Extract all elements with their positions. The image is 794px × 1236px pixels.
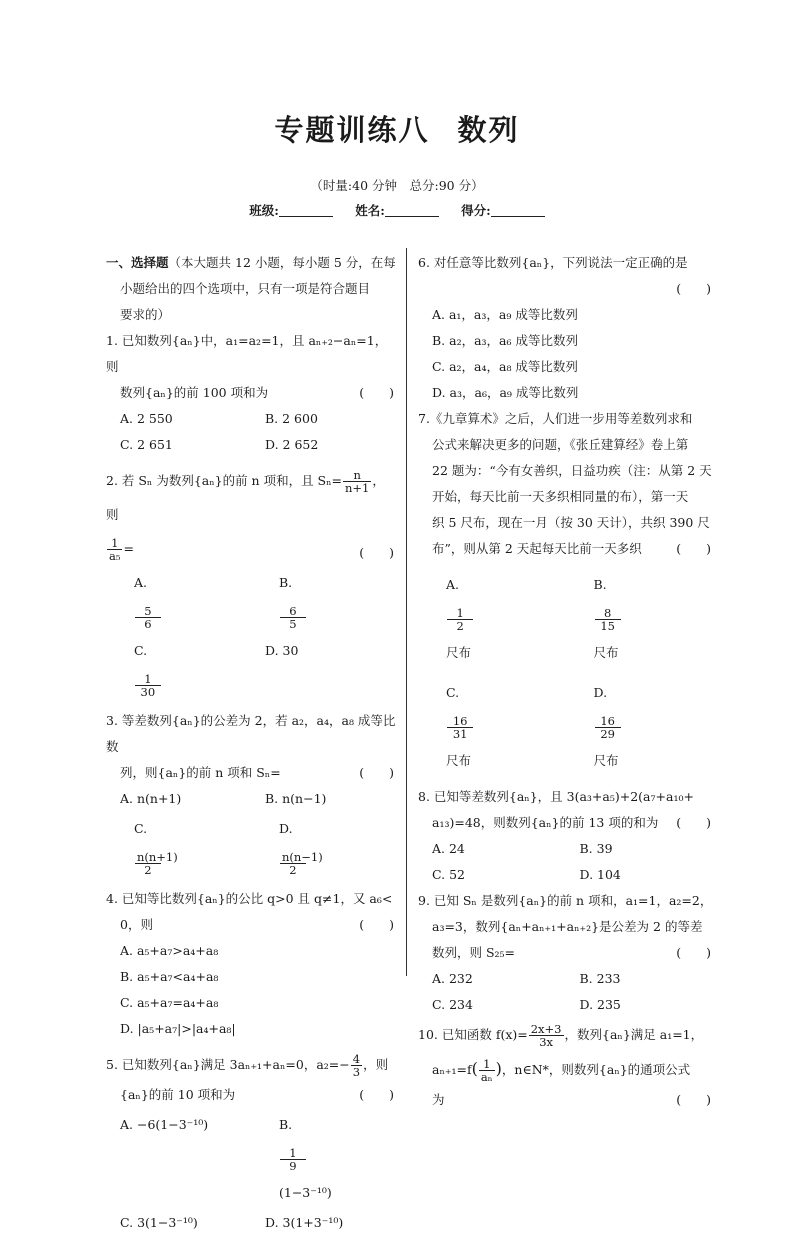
q8-stem-1: 8. 已知等差数列{aₙ}，且 3(a₃+a₅)+2(a₇+a₁₀+: [418, 789, 694, 804]
q7-stem-6: 布”，则从第 2 天起每天比前一天多织: [432, 541, 642, 556]
q3-stem-1: 3. 等差数列{aₙ}的公差为 2，若 a₂，a₄，a₈ 成等比数: [106, 713, 396, 754]
q1-option-b[interactable]: B. 2 600: [265, 411, 318, 426]
q2-fraction: [343, 469, 371, 494]
q7-answer-blank[interactable]: ( ): [676, 541, 711, 556]
q3-c-num: n(n+1): [137, 850, 178, 864]
question-3: [106, 708, 396, 786]
q6-option-b[interactable]: B. a₂，a₃，a₆ 成等比数列: [432, 333, 578, 348]
q2-a-den: 6: [144, 617, 152, 631]
q10-arg-den: aₙ: [480, 1070, 493, 1084]
q10-stem-1b: ，数列{aₙ}满足 a₁=1，: [564, 1027, 704, 1042]
q7-option-b[interactable]: [566, 568, 714, 670]
question-1: [106, 328, 396, 406]
q5-frac-num: 4: [352, 1052, 361, 1066]
q7-option-a[interactable]: [418, 568, 566, 670]
q3-answer-blank[interactable]: ( ): [359, 765, 394, 780]
q10-stem-1: 10. 已知函数 f(x)=: [418, 1027, 528, 1042]
q2-answer-blank[interactable]: ( ): [359, 545, 394, 560]
q7-a-den: 2: [456, 619, 464, 633]
q4-answer-blank[interactable]: ( ): [359, 917, 394, 932]
q7-stem-2: 公式来解决更多的问题，《张丘建算经》卷上第: [432, 437, 689, 452]
q2-option-a[interactable]: [106, 566, 251, 634]
q2-recip: [107, 537, 122, 562]
q7-option-d[interactable]: [566, 676, 714, 778]
q10-stem-3: 为: [432, 1092, 445, 1107]
q5-option-b[interactable]: [251, 1108, 396, 1210]
score-label: 得分:: [461, 203, 491, 218]
q1-answer-blank[interactable]: ( ): [359, 385, 394, 400]
q2-recip-den: a₅: [109, 549, 121, 563]
name-label: 姓名:: [355, 203, 385, 218]
q3-stem-2: 列，则{aₙ}的前 n 项和 Sₙ=: [120, 765, 281, 780]
q3-option-a[interactable]: A. n(n+1): [120, 791, 182, 806]
page-title: [0, 108, 794, 149]
q9-option-b[interactable]: B. 233: [579, 971, 621, 986]
q5-answer-blank[interactable]: ( ): [359, 1087, 394, 1102]
time-score-info: （时量:40 分钟 总分:90 分）: [310, 178, 484, 193]
q2-b-label: B.: [279, 575, 293, 590]
q5-b-den: 9: [289, 1159, 297, 1173]
q7-c-den: 31: [452, 727, 468, 741]
q4-option-b[interactable]: B. a₅+a₇<a₄+a₈: [120, 969, 219, 984]
q5-stem-1b: ，则: [363, 1057, 389, 1072]
left-column: [106, 250, 396, 1236]
q9-stem-3: 数列，则 S₂₅=: [432, 945, 516, 960]
class-label: 班级:: [249, 203, 279, 218]
q9-stem-1: 9. 已知 Sₙ 是数列{aₙ}的前 n 项和，a₁=1，a₂=2，: [418, 893, 713, 908]
q7-d-label: D.: [593, 685, 608, 700]
q7-d-unit: 尺布: [593, 753, 619, 768]
q7-c-num: 16: [447, 715, 473, 728]
score-blank[interactable]: [491, 204, 545, 217]
q4-option-a[interactable]: A. a₅+a₇>a₄+a₈: [120, 943, 219, 958]
q3-d-label: D.: [279, 821, 293, 836]
question-6: [418, 250, 713, 302]
q7-d-num: 16: [595, 715, 621, 728]
q1-option-c[interactable]: C. 2 651: [120, 437, 173, 452]
q7-b-unit: 尺布: [593, 645, 619, 660]
q9-option-d[interactable]: D. 235: [579, 997, 621, 1012]
q7-b-den: 15: [600, 619, 615, 633]
q2-option-c[interactable]: [106, 634, 251, 702]
q2-stem-1b: ，则: [106, 473, 385, 522]
q5-b-tail: (1−3⁻¹⁰): [279, 1185, 332, 1200]
student-fields: [0, 201, 794, 219]
q2-frac-num: n: [343, 469, 371, 482]
q5-stem-1: 5. 已知数列{aₙ}满足 3aₙ₊₁+aₙ=0，a₂=−: [106, 1057, 350, 1072]
q6-stem-1: 6. 对任意等比数列{aₙ}，下列说法一定正确的是: [418, 255, 688, 270]
q7-stem-4: 开始，每天比前一天多织相同量的布），第一天: [432, 489, 689, 504]
q6-option-d[interactable]: D. a₃，a₆，a₉ 成等比数列: [432, 385, 579, 400]
q8-stem-2: a₁₃)=48，则数列{aₙ}的前 13 项的和为: [432, 815, 659, 830]
q5-frac-den: 3: [352, 1065, 361, 1079]
q2-stem-1: 2. 若 Sₙ 为数列{aₙ}的前 n 项和，且 Sₙ=: [106, 473, 342, 488]
section-desc-2: 小题给出的四个选项中，只有一项是符合题目: [120, 281, 371, 296]
q6-answer-blank[interactable]: ( ): [676, 281, 711, 296]
q7-stem-1: 7.《九章算术》之后，人们进一步用等差数列求和: [418, 411, 693, 426]
q7-b-num: 8: [595, 607, 621, 620]
question-4: [106, 886, 396, 938]
q7-a-unit: 尺布: [446, 645, 472, 660]
q2-recip-num: 1: [107, 537, 122, 550]
question-9: [418, 888, 713, 966]
q3-d-num: n(n−1): [282, 850, 323, 864]
section-header: [106, 250, 396, 328]
q2-c-num: 1: [135, 673, 161, 686]
q5-b-num: 1: [280, 1147, 306, 1160]
q9-answer-blank[interactable]: ( ): [676, 945, 711, 960]
q8-option-c[interactable]: C. 52: [432, 867, 465, 882]
q10-frac-num: 2x+3: [530, 1022, 562, 1036]
q1-stem-1: 1. 已知数列{aₙ}中，a₁=a₂=1，且 aₙ₊₂−aₙ=1，则: [106, 333, 388, 374]
q2-frac-den: n+1: [345, 481, 370, 495]
q7-b-label: B.: [593, 577, 607, 592]
q3-d-den: 2: [289, 863, 297, 877]
q2-b-den: 5: [289, 617, 297, 631]
q1-stem-2: 数列{aₙ}的前 100 项和为: [120, 385, 269, 400]
q5-b-label: B.: [279, 1117, 293, 1132]
q7-stem-5: 织 5 尺布，现在一月（按 30 天计），共织 390 尺: [432, 515, 710, 530]
section-title: 一、选择题: [106, 255, 169, 270]
q2-stem-2: =: [123, 541, 134, 556]
q7-a-num: 1: [447, 607, 473, 620]
q6-option-c[interactable]: C. a₂，a₄，a₈ 成等比数列: [432, 359, 578, 374]
q10-arg-num: 1: [479, 1058, 495, 1071]
q2-b-num: 6: [280, 605, 306, 618]
right-column: [418, 250, 713, 1113]
q9-stem-2: a₃=3，数列{aₙ+aₙ₊₁+aₙ₊₂}是公差为 2 的等差: [432, 919, 703, 934]
q2-option-b[interactable]: [251, 566, 396, 634]
q7-stem-3: 22 题为：“今有女善织，日益功疾（注：从第 2 天: [432, 463, 712, 478]
q3-option-c[interactable]: [106, 812, 251, 880]
q3-option-b[interactable]: B. n(n−1): [265, 791, 327, 806]
section-desc-3: 要求的）: [120, 307, 171, 322]
question-7: [418, 406, 713, 562]
q7-a-label: A.: [446, 577, 460, 592]
q5-option-a[interactable]: A. −6(1−3⁻¹⁰): [120, 1117, 209, 1132]
q4-option-d[interactable]: D. |a₅+a₇|>|a₄+a₈|: [120, 1021, 236, 1036]
q7-c-unit: 尺布: [446, 753, 472, 768]
q10-stem-2a: aₙ₊₁=f: [432, 1062, 472, 1077]
q3-c-label: C.: [134, 821, 148, 836]
q8-option-b[interactable]: B. 39: [579, 841, 613, 856]
title-topic: 数列: [457, 113, 520, 147]
q10-stem-2b: ，n∈N*，则数列{aₙ}的通项公式: [501, 1062, 691, 1077]
q2-option-d[interactable]: D. 30: [265, 643, 299, 658]
q6-option-a[interactable]: A. a₁，a₃，a₉ 成等比数列: [432, 307, 578, 322]
q10-frac-den: 3x: [539, 1035, 554, 1049]
q7-d-den: 29: [600, 727, 615, 741]
column-divider: [406, 248, 407, 976]
q3-option-d[interactable]: [251, 812, 396, 880]
q9-option-a[interactable]: A. 232: [432, 971, 473, 986]
q7-c-label: C.: [446, 685, 460, 700]
q8-option-a[interactable]: A. 24: [432, 841, 465, 856]
q5-option-c[interactable]: C. 3(1−3⁻¹⁰): [120, 1215, 198, 1230]
q8-answer-blank[interactable]: ( ): [676, 815, 711, 830]
q2-c-label: C.: [134, 643, 148, 658]
q4-stem-1: 4. 已知等比数列{aₙ}的公比 q>0 且 q≠1，又 a₆<: [106, 891, 393, 906]
q10-answer-blank[interactable]: ( ): [676, 1092, 711, 1107]
question-10: 10. 已知函数 f(x)= $\frac{2x+3}{3x}$ ，数列{aₙ}满足 a₁=1， aₙ₊₁=f( $\frac{1}{\text{aₙ}}$ )，n∈N*，则数列{aₙ}的通项公式 为 ( ): [418, 1018, 713, 1113]
class-blank[interactable]: [279, 204, 333, 217]
name-blank[interactable]: [385, 204, 439, 217]
q1-option-d[interactable]: D. 2 652: [265, 437, 319, 452]
question-8: [418, 784, 713, 836]
question-2: [106, 464, 396, 566]
section-desc-1: （本大题共 12 小题，每小题 5 分，在每: [168, 255, 396, 270]
q2-a-num: 5: [135, 605, 161, 618]
question-5: [106, 1048, 396, 1108]
q9-option-c[interactable]: C. 234: [432, 997, 473, 1012]
title-main: 专题训练八: [274, 113, 430, 147]
q1-option-a[interactable]: A. 2 550: [120, 411, 173, 426]
q5-stem-2: {aₙ}的前 10 项和为: [120, 1087, 236, 1102]
q3-c-den: 2: [144, 863, 152, 877]
q5-option-d[interactable]: D. 3(1+3⁻¹⁰): [265, 1215, 344, 1230]
q8-option-d[interactable]: D. 104: [579, 867, 621, 882]
q4-stem-2: 0，则: [120, 917, 153, 932]
q4-option-c[interactable]: C. a₅+a₇=a₄+a₈: [120, 995, 219, 1010]
q2-c-den: 30: [140, 685, 156, 699]
q2-a-label: A.: [134, 575, 148, 590]
q7-option-c[interactable]: [418, 676, 566, 778]
